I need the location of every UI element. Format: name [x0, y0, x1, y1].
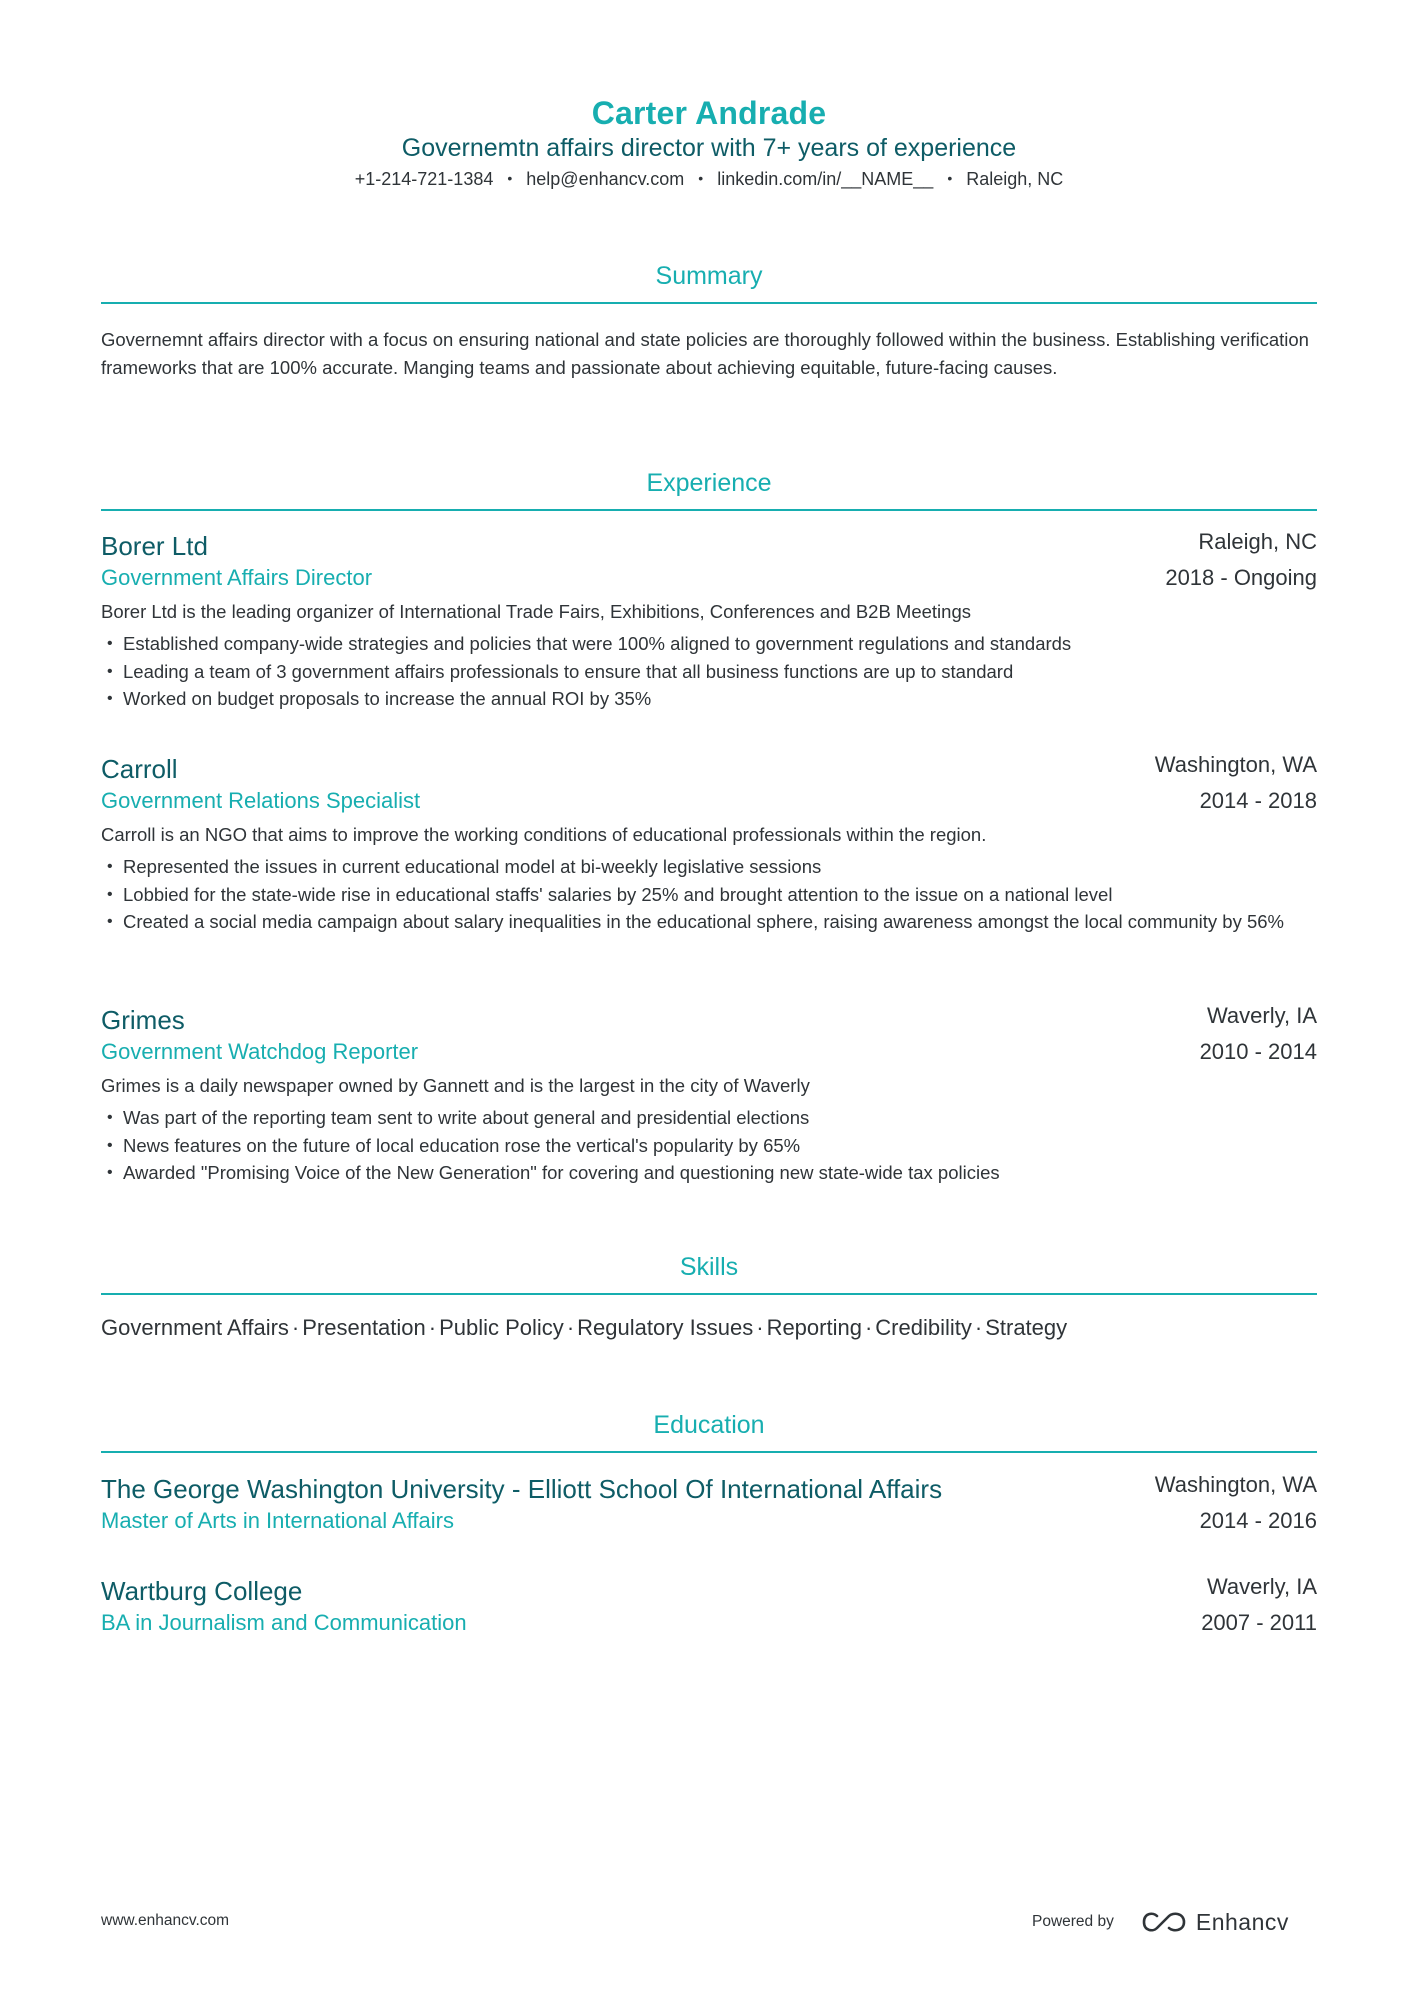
degree: Master of Arts in International Affairs [101, 1508, 454, 1533]
skill-item: Presentation [302, 1315, 426, 1340]
email-link[interactable]: help@enhancv.com [526, 169, 685, 189]
company-description: Carroll is an NGO that aims to improve the working conditions of educational professionals within the region. [101, 824, 987, 845]
contact-separator: • [507, 170, 513, 186]
achievement-item: • Awarded "Promising Voice of the New Generation" for covering and questioning new state-wide tax policies [101, 1159, 1317, 1187]
achievement-item: • Leading a team of 3 government affairs professionals to ensure that all business functions are up to standard [101, 658, 1317, 686]
skills-divider [101, 1293, 1317, 1295]
skills-heading: Skills [679, 1253, 739, 1281]
education-divider [101, 1451, 1317, 1453]
company-description: Borer Ltd is the leading organizer of International Trade Fairs, Exhibitions, Conferences and B2B Meetings [101, 601, 971, 622]
footer-website-link[interactable]: www.enhancv.com [101, 1912, 230, 1929]
skill-separator: · [291, 1315, 300, 1340]
school-location: Washington, WA [1154, 1472, 1317, 1497]
company-name: Carroll [101, 754, 178, 784]
job-dates: 2018 - Ongoing [1165, 565, 1317, 590]
company-name: Grimes [101, 1005, 185, 1035]
contact-separator: • [947, 170, 953, 186]
skill-item: Reporting [766, 1315, 862, 1340]
achievement-list [101, 1104, 1317, 1187]
job-title: Government Watchdog Reporter [101, 1039, 419, 1064]
enhancv-logo-icon [1140, 1910, 1188, 1934]
skill-separator: · [974, 1315, 983, 1340]
location: Raleigh, NC [966, 169, 1064, 189]
experience-divider [101, 509, 1317, 511]
job-location: Washington, WA [1154, 752, 1317, 777]
skill-separator: · [756, 1315, 764, 1340]
achievement-list [101, 630, 1317, 713]
education-heading: Education [653, 1411, 765, 1439]
skill-separator: · [428, 1315, 437, 1340]
skill-item: Strategy [985, 1315, 1068, 1340]
job-location: Waverly, IA [1206, 1003, 1317, 1028]
summary-divider [101, 302, 1317, 304]
achievement-item: • Created a social media campaign about salary inequalities in the educational sphere, raising awareness amongst the local community by 56% [101, 908, 1317, 936]
achievement-item: • Worked on budget proposals to increase the annual ROI by 35% [101, 685, 1317, 713]
achievement-item: • Established company-wide strategies and policies that were 100% aligned to government regulations and standards [101, 630, 1317, 658]
contact-separator: • [698, 170, 704, 186]
linkedin-link[interactable]: linkedin.com/in/__NAME__ [717, 169, 934, 189]
job-title: Government Relations Specialist [101, 788, 421, 813]
education-dates: 2007 - 2011 [1201, 1610, 1317, 1635]
skill-item: Public Policy [439, 1315, 564, 1340]
school-name: The George Washington University - Elliott School Of International Affairs [101, 1474, 943, 1504]
skills-list [101, 1315, 1317, 1341]
contact-line [101, 169, 1317, 190]
job-dates: 2010 - 2014 [1199, 1039, 1317, 1064]
footer-branding[interactable] [1032, 1907, 1289, 1937]
skill-separator: · [864, 1315, 873, 1340]
candidate-name: Carter Andrade [591, 95, 827, 131]
achievement-item: • News features on the future of local education rose the vertical's popularity by 65% [101, 1132, 1317, 1160]
job-title: Government Affairs Director [101, 565, 373, 590]
job-dates: 2014 - 2018 [1199, 788, 1317, 813]
enhancv-brand-name: Enhancv [1195, 1908, 1289, 1935]
school-name: Wartburg College [101, 1576, 303, 1606]
school-location: Waverly, IA [1206, 1574, 1317, 1599]
achievement-item: • Was part of the reporting team sent to write about general and presidential elections [101, 1104, 1317, 1132]
experience-heading: Experience [646, 469, 772, 497]
skill-separator: · [566, 1315, 575, 1340]
skill-item: Government Affairs [101, 1315, 289, 1340]
education-dates: 2014 - 2016 [1199, 1508, 1317, 1533]
achievement-item: • Represented the issues in current educational model at bi-weekly legislative sessions [101, 853, 1317, 881]
achievement-item: • Lobbied for the state-wide rise in educational staffs' salaries by 25% and brought attention to the issue on a national level [101, 881, 1317, 909]
skill-item: Regulatory Issues [577, 1315, 754, 1340]
company-name: Borer Ltd [101, 531, 208, 561]
achievement-list [101, 853, 1317, 936]
summary-text: Governemnt affairs director with a focus on ensuring national and state policies are thoroughly followed within the business. Establishing verification frameworks that are 100% accurate. Manging teams and passionate about achieving equitable, future-facing causes. [101, 329, 1309, 378]
job-location: Raleigh, NC [1198, 529, 1317, 554]
skill-item: Credibility [875, 1315, 972, 1340]
company-description: Grimes is a daily newspaper owned by Gannett and is the largest in the city of Waverly [101, 1075, 810, 1096]
summary-heading: Summary [655, 262, 763, 290]
phone-number: +1-214-721-1384 [354, 169, 494, 189]
candidate-tagline: Governemtn affairs director with 7+ years of experience [401, 134, 1017, 162]
powered-by-label: Powered by [1032, 1913, 1114, 1930]
degree: BA in Journalism and Communication [101, 1610, 467, 1635]
